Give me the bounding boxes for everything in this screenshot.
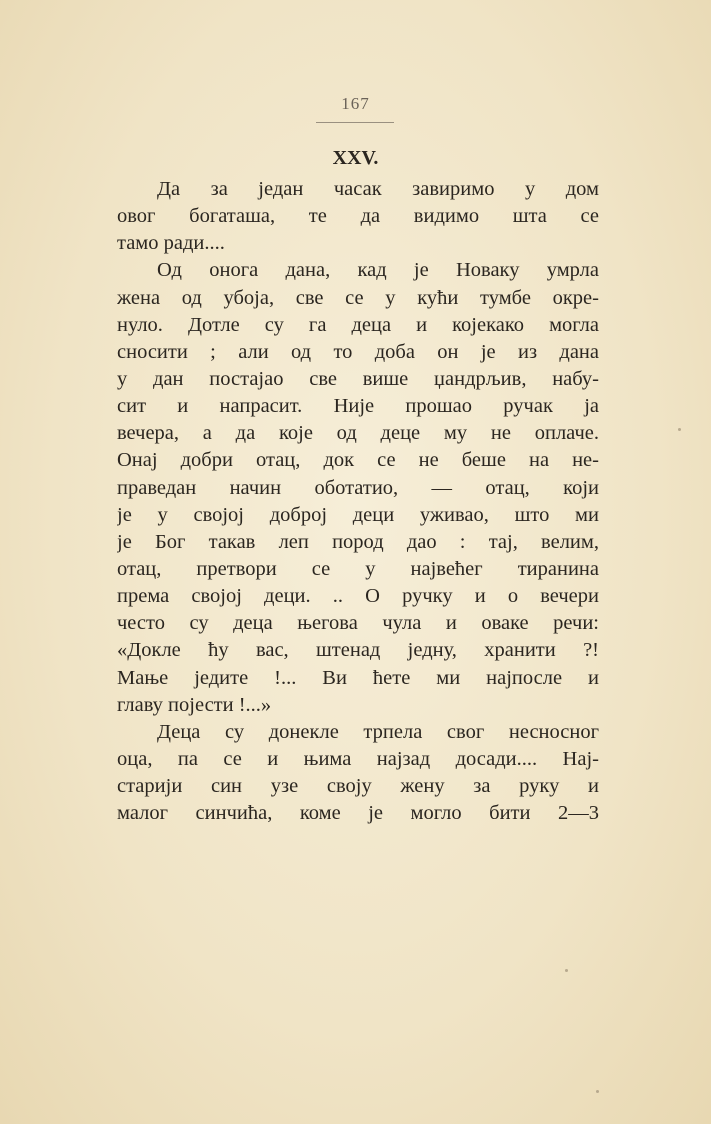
paper-speck <box>678 428 681 431</box>
text-line: жена од убоја, све се у кући тумбе окре- <box>117 286 599 309</box>
text-line: овог богаташа, те да видимо шта се <box>117 205 599 228</box>
header-rule <box>316 122 394 123</box>
text-line: сносити ; али од то доба он је из дана <box>117 340 599 363</box>
text-line: старији син узе своју жену за руку и <box>117 775 599 798</box>
paper-speck <box>596 1090 599 1093</box>
text-line: у дан постајао све више џандрљив, набу- <box>117 367 599 390</box>
text-line: нуло. Дотле су га деца и којекако могла <box>117 313 599 336</box>
body-text <box>117 176 599 827</box>
paper-speck <box>565 969 568 972</box>
text-line: тамо ради.... <box>117 232 225 255</box>
text-line: Да за један часак завиримо у дом <box>157 178 599 200</box>
text-line: оца, па се и њима најзад досади.... Нај- <box>117 747 599 770</box>
page-number: 167 <box>341 94 370 113</box>
text-line: малог синчића, коме је могло бити 2—3 <box>117 802 599 825</box>
text-line: праведан начин оботатио, — отац, који <box>117 476 599 499</box>
text-line: главу појести !...» <box>117 693 272 716</box>
chapter-title: XXV. <box>332 147 379 169</box>
text-line: Мање једите !... Ви ћете ми најпосле и <box>117 666 599 689</box>
text-line: Од онога дана, кад је Новаку умрла <box>157 259 599 282</box>
text-line: према својој деци. .. О ручку и о вечери <box>117 585 599 608</box>
text-line: Деца су донекле трпела свог несносног <box>157 720 599 743</box>
text-line: Онај добри отац, док се не беше на не- <box>117 449 599 472</box>
text-line: «Докле ћу вас, штенад једну, хранити ?! <box>117 639 599 662</box>
text-line: је Бог такав леп пород дао : тај, велим, <box>117 530 599 553</box>
text-line: често су деца његова чула и оваке речи: <box>117 612 599 635</box>
text-line: вечера, а да које од деце му не оплаче. <box>117 422 599 445</box>
text-line: сит и напрасит. Није прошао ручак ја <box>117 395 599 418</box>
text-line: отац, претвори се у највећег тиранина <box>117 557 599 580</box>
text-line: је у својој доброј деци уживао, што ми <box>117 503 599 526</box>
